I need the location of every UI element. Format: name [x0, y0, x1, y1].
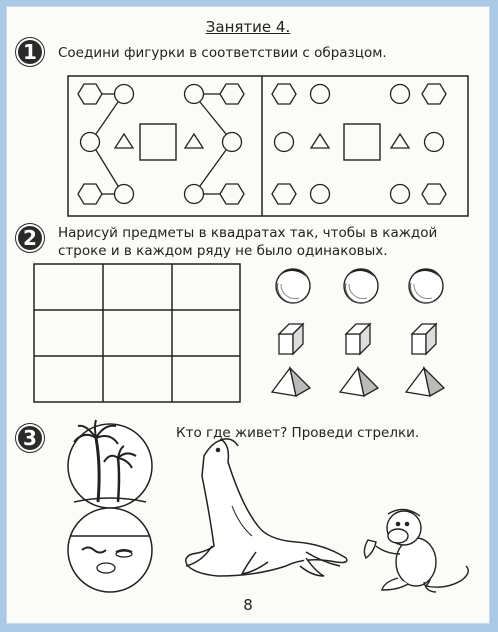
task-3-text: Кто где живет? Проведи стрелки.	[176, 425, 420, 441]
task-1-number: 1	[16, 38, 44, 66]
workbook-page	[6, 6, 490, 624]
palm-island-habitat	[68, 420, 152, 508]
monkey-illustration	[364, 509, 468, 592]
sea-rocks-habitat	[68, 508, 152, 592]
empty-3x3-grid	[34, 264, 240, 402]
page-number: 8	[243, 596, 253, 614]
task-2-number: 2	[16, 224, 44, 252]
task-2-text-line2: строке и в каждом ряду не было одинаковых.	[58, 243, 388, 259]
matching-shapes-exercise	[68, 76, 468, 216]
task-2-text-line1: Нарисуй предметы в квадратах так, чтобы в каждой	[58, 225, 438, 241]
sea-lion-illustration	[186, 439, 347, 576]
lesson-title: Занятие 4.	[205, 18, 291, 36]
exercise-illustrations	[6, 6, 490, 624]
task-1-text: Соедини фигурки в соответствии с образцом.	[58, 45, 387, 61]
objects-to-draw	[272, 269, 444, 396]
task-3-number: 3	[16, 424, 44, 452]
